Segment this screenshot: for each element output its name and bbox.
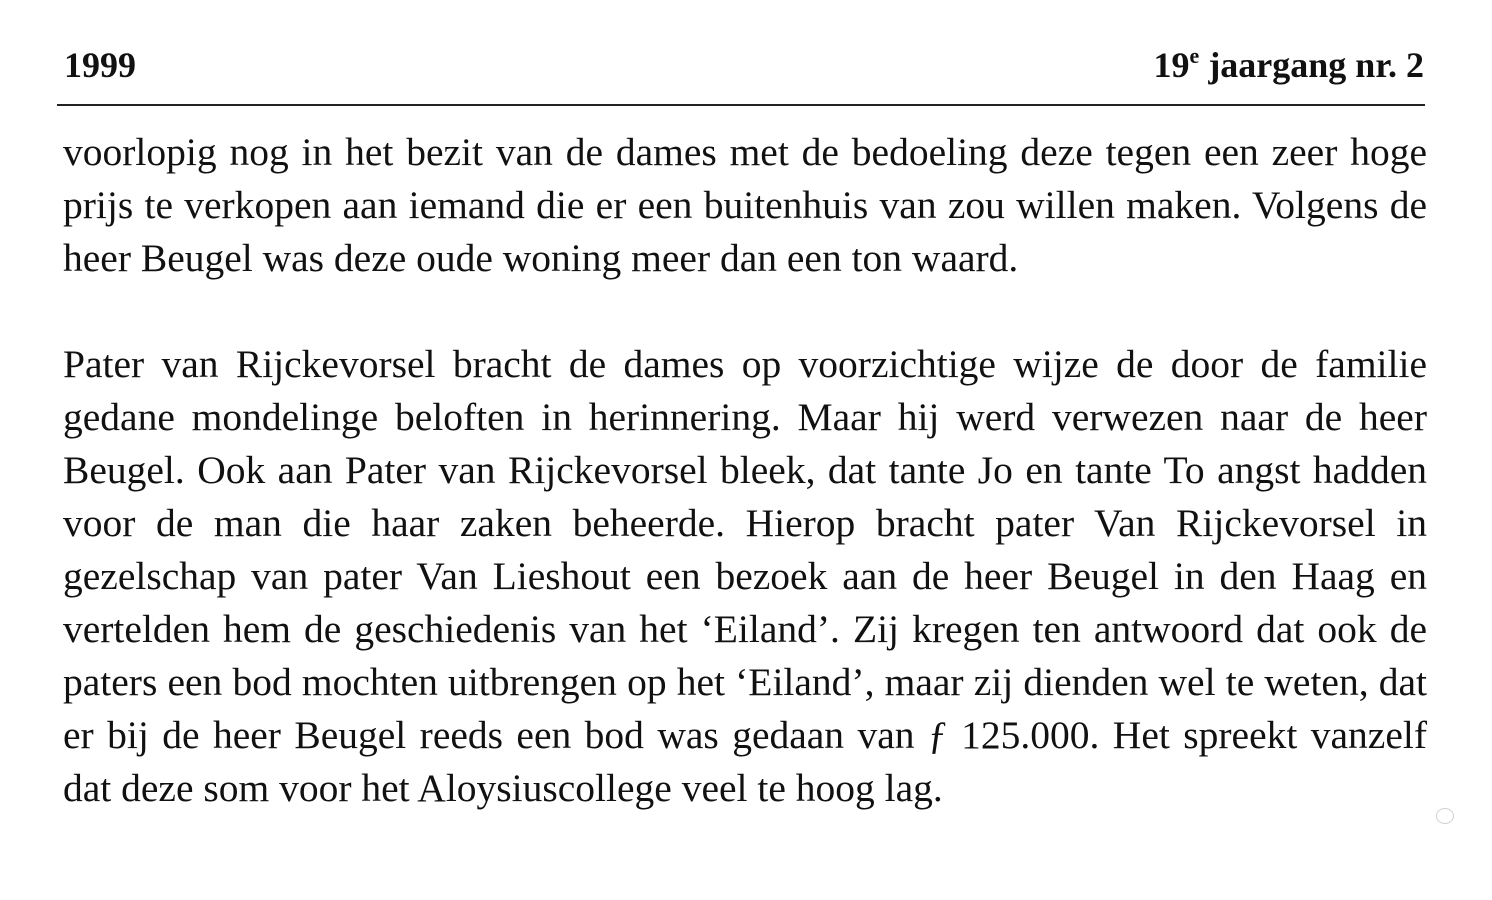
page-header [64, 40, 1424, 90]
scan-speck [1436, 808, 1454, 824]
header-year: 1999 [64, 45, 136, 85]
paragraph-2: Pater van Rijckevorsel bracht de dames op voorzichtige wijze de door de familie gedane mondelinge beloften in herinnering. Maar hij werd verwezen naar de heer Beugel. Ook aan Pater van Rijckevorsel bleek, dat tante Jo en tante To angst hadden voor de man die haar zaken beheerde. Hierop bracht pater Van Rijckevorsel in gezelschap van pater Van Lieshout een bezoek aan de heer Beugel in den Haag en vertelden hem de geschiedenis van het ‘Eiland’. Zij kregen ten antwoord dat ook de paters een bod mochten uitbrengen op het ‘Eiland’, maar zij dienden wel te weten, dat er bij de heer Beugel reeds een bod was gedaan van ƒ 125.000. Het spreekt vanzelf dat deze som voor het Aloysiuscollege veel te hoog lag. [63, 342, 1427, 810]
header-divider [57, 104, 1425, 106]
header-issue [1154, 40, 1424, 90]
issue-number: 19 [1153, 45, 1190, 85]
issue-suffix: jaargang nr. 2 [1199, 45, 1424, 85]
paragraph-1: voorlopig nog in het bezit van de dames met de bedoeling deze tegen een zeer hoge prijs te verkopen aan iemand die er een buitenhuis van zou willen maken. Volgens de heer Beugel was deze oude woning meer dan een ton waard. [63, 130, 1427, 280]
article-body [63, 126, 1427, 815]
issue-superscript: e [1189, 43, 1200, 68]
